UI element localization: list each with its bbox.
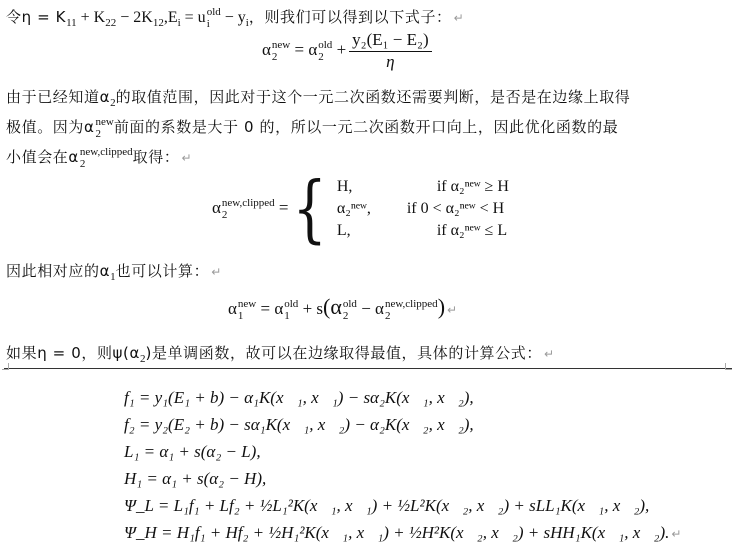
cases-table (331, 176, 515, 242)
text-line-minimum: 小值会在α new,clipped 2 取得： ↵ (6, 146, 192, 171)
fraction: $\frac{\text{y₂(E₁ − E₂)}}{\eta}$ (349, 30, 431, 72)
equation-alpha2-new: α new 2 = α old 2 + $\frac{\text{y₂(E₁ − E₂)}}{\eta}$ (262, 30, 435, 72)
equation-line: f₂ = y₂(E₂ + b) − sα₁K(x⃗₁, x⃗₂) − α₂K(x⃗₂, x⃗₂), (124, 415, 474, 434)
case-row: L, if α₂ⁿᵉʷ ≤ L (336, 222, 508, 239)
text-line-eta-definition: 令$\eta = K_{11} + K_{22} - 2K_{12},E_i = u$ old i − $y_i$，则我们可以得到以下式子： ↵ (6, 6, 464, 31)
case-row: H, if α₂ⁿᵉʷ ≥ H (336, 178, 509, 195)
text-line-alpha1: 因此相对应的$\alpha_1$也可以计算： ↵ (6, 262, 222, 284)
equation-line: f₁ = y₁(E₁ + b) − α₁K(x⃗₁, x⃗₁) − sα₂K(x⃗₁, x⃗₂), (124, 388, 474, 407)
case-row: α₂ⁿᵉʷ, if 0 < α₂ⁿᵉʷ < H (336, 200, 505, 217)
section-divider (4, 368, 732, 369)
equation-alpha1-new: α new 1 = α old 1 + s(α old 2 − α new,clipped 2 ) ↵ (228, 294, 458, 323)
text-line-extremum: 极值。因为α new 2 前面的系数是大于 0 的，所以一元二次函数开口向上，因此优化函数的最 (6, 116, 619, 141)
text-line-range: 由于已经知道$\alpha_2$的取值范围，因此对于这个一元二次函数还需要判断，是否是在边缘上取得 (6, 88, 631, 110)
equation-line: Ψ_L = L₁f₁ + Lf₂ + ½L₁²K(x⃗₁, x⃗₁) + ½L²K(x⃗₂, x⃗₂) + sLL₁K(x⃗₁, x⃗₂), (124, 496, 650, 515)
equation-clipped-cases: α new,clipped 2 = { H, if α₂ⁿᵉʷ ≥ H α₂ⁿᵉʷ, if 0 < α₂ⁿᵉʷ < H L, if α₂ⁿᵉʷ ≤ L (212, 176, 515, 242)
corner-mark (2, 363, 9, 370)
equation-line: Ψ_H = H₁f₁ + Hf₂ + ½H₁²K(x⃗₁, x⃗₁) + ½H²K(x⃗₂, x⃗₂) + sHH₁K(x⃗₁, x⃗₂). ↵ (124, 523, 682, 542)
equation-block (124, 384, 681, 548)
equation-line: L₁ = α₁ + s(α₂ − L), (124, 442, 261, 461)
paragraph-mark: ↵ (453, 11, 464, 25)
equation-line: H₁ = α₁ + s(α₂ − H), (124, 469, 267, 488)
left-brace: { (292, 165, 327, 251)
corner-mark (725, 363, 732, 370)
text-line-eta-zero: 如果η = 0，则$\psi(\alpha_2)$是单调函数，故可以在边缘取得最值，具体的计算公式： ↵ (6, 344, 555, 366)
